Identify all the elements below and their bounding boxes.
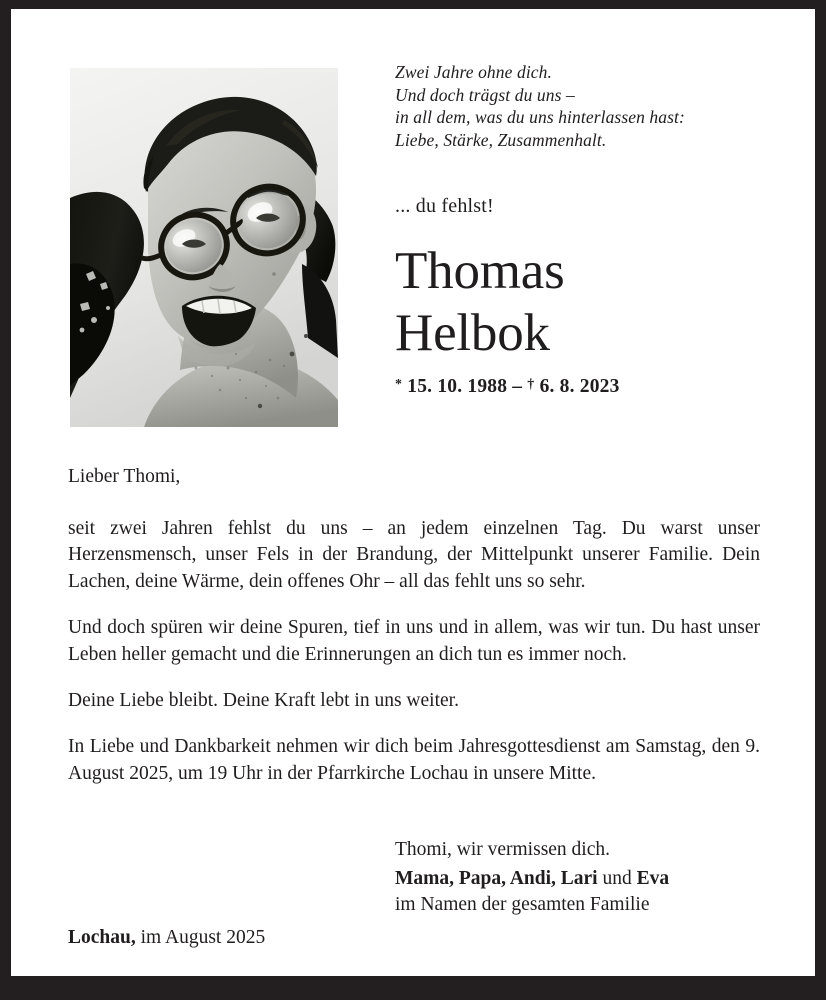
deceased-first-name: Thomas [395, 242, 565, 301]
deceased-last-name: Helbok [395, 304, 550, 363]
verse-line-2: Und doch trägst du uns – [395, 84, 575, 105]
family-names-secondary: Eva [636, 868, 670, 889]
header-section [11, 9, 815, 429]
birth-star-icon: * [395, 377, 403, 393]
letter-body [68, 464, 760, 787]
date-separator: – [512, 376, 523, 398]
family-closing: im Namen der gesamten Familie [395, 894, 650, 915]
letter-paragraph: In Liebe und Dankbarkeit nehmen wir dich beim Jahresgottesdienst am Samstag, den 9. August 2025, um 19 Uhr in der Pfarrkirche Lochau in unsere Mitte. [68, 736, 760, 784]
portrait-photo [70, 68, 338, 427]
notice-date: im August 2025 [140, 927, 266, 948]
family-names [395, 866, 775, 892]
verse-line-4: Liebe, Stärke, Zusammenhalt. [395, 129, 607, 150]
letter-paragraph: Und doch spüren wir deine Spuren, tief in uns und in allem, was wir tun. Du hast unser Leben heller gemacht und die Erinnerungen an dich tun es immer noch. [68, 617, 760, 665]
letter-paragraph: seit zwei Jahren fehlst du uns – an jedem einzelnen Tag. Du warst unser Herzensmensch, unser Fels in der Brandung, der Mittelpunkt unserer Familie. Dein Lachen, deine Wärme, dein offenes Ohr – all das fehlt uns so sehr. [68, 518, 760, 592]
farewell-line: Thomi, wir vermissen dich. [395, 839, 611, 860]
letter-paragraph: Deine Liebe bleibt. Deine Kraft lebt in uns weiter. [68, 690, 459, 712]
death-date: 6. 8. 2023 [539, 376, 620, 398]
birth-date: 15. 10. 1988 [407, 376, 508, 398]
life-dates [395, 376, 771, 398]
memorial-verse [395, 61, 771, 151]
missing-you-line: ... du fehlst! [395, 195, 494, 218]
salutation: Lieber Thomi, [68, 466, 181, 487]
family-names-conjunction: und [602, 868, 632, 889]
family-names-primary: Mama, Papa, Andi, Lari [395, 868, 598, 889]
place-and-date [68, 927, 265, 949]
obituary-card [11, 9, 815, 976]
deceased-name [395, 242, 771, 363]
headline-column [395, 61, 771, 398]
death-cross-icon: † [527, 377, 535, 393]
verse-line-1: Zwei Jahre ohne dich. [395, 62, 552, 82]
place-name: Lochau, [68, 927, 136, 948]
verse-line-3: in all dem, was du uns hinterlassen hast: [395, 107, 685, 128]
signature-block [395, 837, 775, 917]
